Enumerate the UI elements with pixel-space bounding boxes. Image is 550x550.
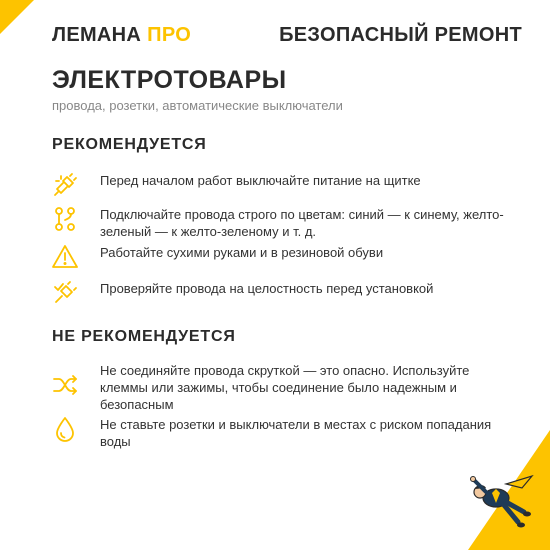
section-heading-not-recommended: НЕ РЕКОМЕНДУЕТСЯ <box>52 328 236 345</box>
brand-main: ЛЕМАНА <box>52 24 142 46</box>
item-text: Не соединяйте провода скруткой — это опасно. Используйте клеммы или зажимы, чтобы соединение было надежным и безопасным <box>100 363 470 412</box>
header <box>52 24 522 47</box>
water-drop-icon <box>52 416 78 442</box>
brand-accent: ПРО <box>147 24 192 46</box>
superhero-mascot-icon <box>466 462 544 532</box>
list-item <box>52 172 512 198</box>
plug-unplug-icon <box>52 172 78 198</box>
page-title: ЭЛЕКТРОТОВАРЫ <box>52 66 287 94</box>
corner-accent-top-left <box>0 0 34 34</box>
list-item <box>52 362 512 413</box>
list-item <box>52 280 512 306</box>
list-item <box>52 244 512 270</box>
warning-triangle-icon <box>52 244 78 270</box>
page-subtitle: провода, розетки, автоматические выключатели <box>52 98 343 113</box>
item-text: Не ставьте розетки и выключатели в местах с риском попадания воды <box>100 417 492 449</box>
list-item <box>52 416 512 450</box>
plug-check-icon <box>52 280 78 306</box>
twist-arrows-icon <box>52 372 78 398</box>
list-item <box>52 206 512 240</box>
item-text: Перед началом работ выключайте питание на щитке <box>100 173 421 188</box>
wire-connect-icon <box>52 206 78 232</box>
tagline: БЕЗОПАСНЫЙ РЕМОНТ <box>279 24 522 46</box>
section-heading-recommended: РЕКОМЕНДУЕТСЯ <box>52 136 207 153</box>
item-text: Подключайте провода строго по цветам: синий — к синему, желто-зеленый — к желто-зеленому и т. д. <box>100 207 504 239</box>
item-text: Проверяйте провода на целостность перед установкой <box>100 281 434 296</box>
item-text: Работайте сухими руками и в резиновой обуви <box>100 245 384 260</box>
brand-logo <box>52 24 191 47</box>
